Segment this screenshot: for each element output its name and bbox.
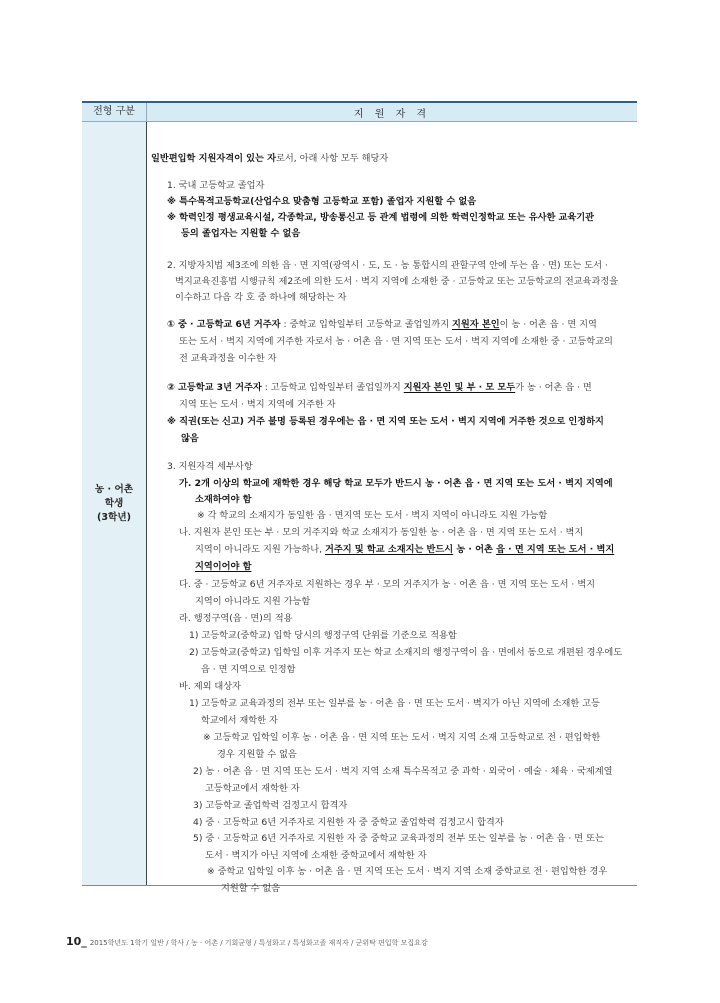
s2-line2: 벽지교육진흥법 시행규칙 제2조에 의한 도서 · 벽지 지역에 소재한 중 · 고등학교 또는 고등학교의 전교육과정을 [175,276,619,287]
s1-note2b: 등의 졸업자는 지원할 수 없음 [181,228,301,239]
ma-title: 바. 제외 대상자 [179,681,242,692]
s2-line3: 이수하고 다음 각 호 중 하나에 해당하는 자 [175,292,347,303]
ma-item1-note-b: 경우 지원할 수 없음 [217,749,297,760]
table-header [82,103,637,122]
na-line2: 지역이 아니라도 지원 가능하나, 거주지 및 학교 소재지는 반드시 농 · 어촌 읍 · 면 지역 또는 도서 · 벽지 [195,544,615,555]
ra-item2b: 읍 · 면 지역으로 인정함 [201,664,296,675]
na-line3: 지역이어야 함 [195,561,252,572]
category-label [95,483,133,525]
ma-item3: 3) 고등학교 졸업학력 검정고시 합격자 [193,800,348,811]
option1-line1: ① 중 · 고등학교 6년 거주자 : 중학교 입학일부터 고등학교 졸업일까지 지원자 본인이 농 · 어촌 읍 · 면 지역 [167,319,597,330]
ma-item2b: 고등학교에서 재학한 자 [205,783,300,794]
ma-item1a: 1) 고등학교 교육과정의 전부 또는 일부를 농 · 어촌 읍 · 면 또는 도서 · 벽지가 아닌 지역에 소재한 고등 [189,698,600,709]
eligibility-table [82,101,637,894]
s3-title: 3. 지원자격 세부사항 [167,461,253,472]
ma-item1-note-a: ※ 고등학교 입학일 이후 농 · 어촌 읍 · 면 지역 또는 도서 · 벽지 지역 소재 고등학교로 전 · 편입학한 [203,732,601,743]
ma-item1b: 학교에서 재학한 자 [201,715,278,726]
page-number: 10_ [66,935,87,948]
footer-text: 2015학년도 1학기 일반 / 학사 / 농 · 어촌 / 기회균형 / 특성화고 / 특성화고졸 재직자 / 군위탁 편입학 모집요강 [89,939,428,947]
intro: 일반편입학 지원자격이 있는 자로서, 아래 사항 모두 해당자 [151,153,389,164]
option2-line1: ② 고등학교 3년 거주자 : 고등학교 입학일부터 졸업일까지 지원자 본인 및 부 · 모 모두가 농 · 어촌 읍 · 면 [167,382,592,393]
da-line2: 지역이 아니라도 지원 가능함 [195,596,311,607]
option1-line3: 전 교육과정을 이수한 자 [179,353,277,364]
ma-item5-note-b: 지원할 수 없음 [221,883,281,894]
category-cell [82,122,147,885]
ra-title: 라. 행정구역(읍 · 면)의 적용 [179,613,293,624]
page-footer [66,935,428,948]
ra-item2a: 2) 고등학교(중학교) 입학일 이후 거주지 또는 학교 소재지의 행정구역이 읍 · 면에서 동으로 개편된 경우에도 [189,647,623,658]
ma-item4: 4) 중 · 고등학교 6년 거주자로 지원한 자 중 중학교 졸업학력 검정고시 합격자 [193,817,504,828]
category-line1: 농 · 어촌 [94,483,134,495]
category-line2: 학생 [104,497,124,509]
category-line3: (3학년) [97,511,131,523]
header-eligibility: 지 원 자 격 [353,108,431,120]
header-category: 전형 구분 [82,103,147,121]
ga-line1: 가. 2개 이상의 학교에 재학한 경우 해당 학교 모두가 반드시 농 · 어촌 읍 · 면 지역 또는 도서 · 벽지 지역에 [179,478,613,489]
ma-item5a: 5) 중 · 고등학교 6년 거주자로 지원한 자 중 중학교 교육과정의 전부 또는 일부를 농 · 어촌 읍 · 면 또는 [193,833,604,844]
ma-item5b: 도서 · 벽지가 아닌 지역에 소재한 중학교에서 재학한 자 [205,850,427,861]
option2-note-b: 않음 [181,433,199,444]
da-line1: 다. 중 · 고등학교 6년 거주자로 지원하는 경우 부 · 모의 거주지가 농 · 어촌 읍 · 면 지역 또는 도서 · 벽지 [179,579,595,590]
ma-item5-note-a: ※ 중학교 입학일 이후 농 · 어촌 읍 · 면 지역 또는 도서 · 벽지 지역 소재 중학교로 전 · 편입학한 경우 [207,866,608,877]
option2-note-a: ※ 직권(또는 신고) 거주 불명 등록된 경우에는 읍 · 면 지역 또는 도서 · 벽지 지역에 거주한 것으로 인정하지 [167,416,604,427]
ra-item1: 1) 고등학교(중학교) 입학 당시의 행정구역 단위를 기준으로 적용함 [189,630,457,641]
na-line1: 나. 지원자 본인 또는 부 · 모의 거주지와 학교 소재지가 동일한 농 · 어촌 읍 · 면 지역 또는 도서 · 벽지 [179,527,584,538]
option1-line2: 또는 도서 · 벽지 지역에 거주한 자로서 농 · 어촌 읍 · 면 지역 또는 도서 · 벽지 지역에 소재한 중 · 고등학교의 [179,336,613,347]
eligibility-content [147,122,637,894]
option2-line2: 지역 또는 도서 · 벽지 지역에 거주한 자 [179,399,336,410]
s1-title: 1. 국내 고등학교 졸업자 [167,180,265,191]
s1-note2a: ※ 학력인정 평생교육시설, 각종학교, 방송통신고 등 관계 법령에 의한 학력인정학교 또는 유사한 교육기관 [167,212,595,223]
table-row [82,122,637,894]
s1-note1: ※ 특수목적고등학교(산업수요 맞춤형 고등학교 포함) 졸업자 지원할 수 없음 [167,196,477,207]
ga-line2: 소재하여야 함 [195,494,252,505]
s2-line1: 2. 지방자치법 제3조에 의한 읍 · 면 지역(광역시 · 도, 도 · 농 통합시의 관할구역 안에 두는 읍 · 면) 또는 도서 · [167,260,608,271]
ga-note: ※ 각 학교의 소재지가 동일한 읍 · 면지역 또는 도서 · 벽지 지역이 아니라도 지원 가능함 [197,510,548,521]
ma-item2a: 2) 농 · 어촌 읍 · 면 지역 또는 도서 · 벽지 지역 소재 특수목적고 중 과학 · 외국어 · 예술 · 체육 · 국제계열 [193,766,613,777]
